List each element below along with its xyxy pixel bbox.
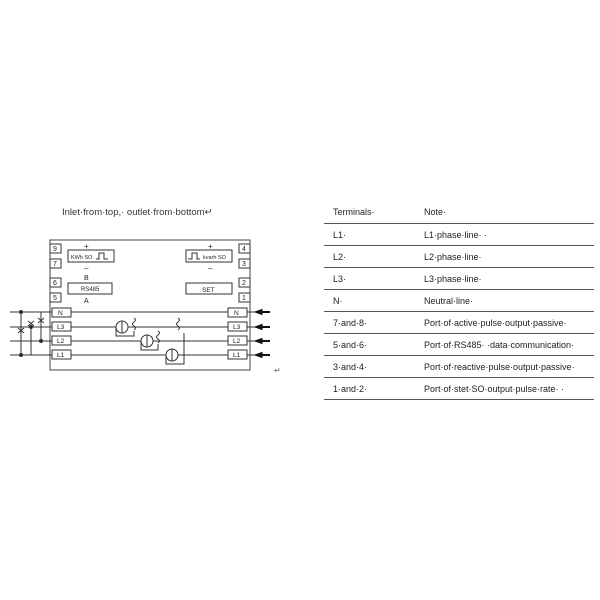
header-terminals: Terminals· <box>333 207 375 217</box>
row-terminals: 7·and·8· <box>333 317 368 328</box>
left-line-l3: L3 <box>57 324 65 331</box>
table-row <box>324 224 594 246</box>
terminal-2: 2 <box>242 280 246 287</box>
plus-left: + <box>84 242 89 251</box>
row-note: Port·of·reactive·pulse·output·passive· <box>424 361 575 372</box>
left-line-l2: L2 <box>57 338 65 345</box>
row-terminals: 1·and·2· <box>333 383 368 394</box>
outlet-arrows <box>255 310 270 358</box>
table-row <box>324 334 594 356</box>
terminal-9: 9 <box>53 246 57 253</box>
minus-right: – <box>208 264 213 273</box>
set-label: SET <box>202 287 215 294</box>
table-row <box>324 290 594 312</box>
label-a: A <box>84 298 89 305</box>
table-row <box>324 268 594 290</box>
row-note: L1·phase·line· · <box>424 229 488 240</box>
return-mark: ↵ <box>274 366 281 375</box>
table-row <box>324 378 594 400</box>
row-terminals: L1· <box>333 229 347 240</box>
terminals-table <box>324 201 594 400</box>
row-note: L3·phase·line· <box>424 273 482 284</box>
terminal-1: 1 <box>242 295 246 302</box>
row-terminals: 5·and·6· <box>333 339 368 350</box>
right-line-l1: L1 <box>233 352 241 359</box>
terminal-5: 5 <box>53 295 57 302</box>
input-wiring <box>10 311 50 357</box>
row-note: L2·phase·line· <box>424 251 482 262</box>
left-line-l1: L1 <box>57 352 65 359</box>
diagram-caption: Inlet·from·top,· outlet·from·bottom↵ <box>62 207 213 218</box>
table-row <box>324 356 594 378</box>
row-terminals: 3·and·4· <box>333 361 368 372</box>
table-row <box>324 312 594 334</box>
kvarh-so-label: kvarh SO <box>203 255 226 261</box>
left-line-n: N <box>58 310 63 317</box>
terminal-4: 4 <box>242 246 246 253</box>
table-row <box>324 246 594 268</box>
kwh-so-label: KWh SO <box>71 255 93 261</box>
right-line-l3: L3 <box>233 324 241 331</box>
row-note: Neutral·line· <box>424 295 474 306</box>
label-b: B <box>84 275 89 282</box>
terminal-3: 3 <box>242 261 246 268</box>
terminal-6: 6 <box>53 280 57 287</box>
right-line-n: N <box>234 310 239 317</box>
row-note: Port·of·stet·SO·output·pulse·rate· · <box>424 383 565 394</box>
row-note: Port·of·RS485· ·data·communication· <box>424 339 575 350</box>
row-note: Port·of·active·pulse·output·passive· <box>424 317 567 328</box>
row-terminals: L3· <box>333 273 347 284</box>
row-terminals: L2· <box>333 251 347 262</box>
terminal-7: 7 <box>53 261 57 268</box>
rs485-label: RS485 <box>81 287 100 293</box>
plus-right: + <box>208 242 213 251</box>
row-terminals: N· <box>333 295 343 306</box>
table-header <box>324 201 594 224</box>
right-line-l2: L2 <box>233 338 241 345</box>
header-note: Note· <box>424 207 447 217</box>
minus-left: – <box>84 264 89 273</box>
